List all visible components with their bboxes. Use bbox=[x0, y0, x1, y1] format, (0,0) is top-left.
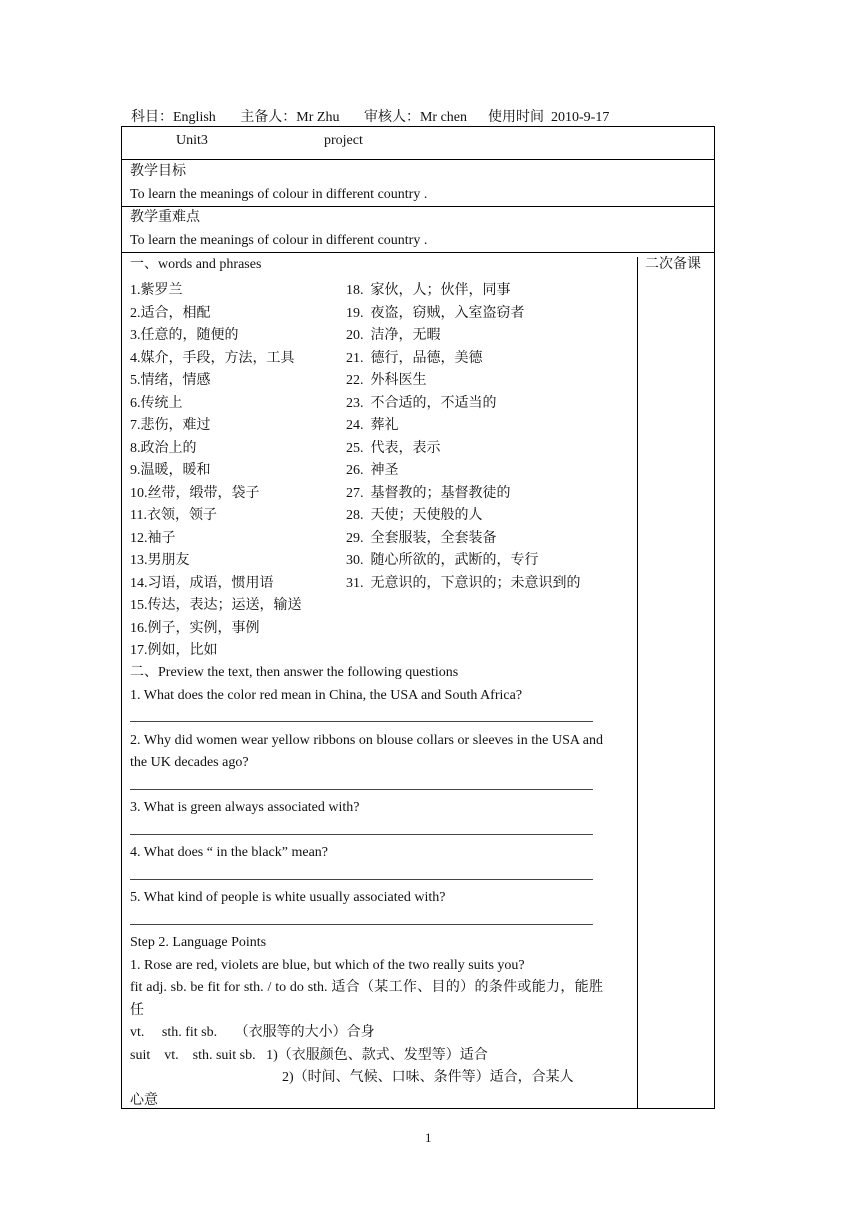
question-5: 5. What kind of people is white usually associated with? bbox=[130, 890, 446, 905]
vocab-item: 26. 神圣 bbox=[346, 463, 399, 478]
vocab-item: 16.例子，实例，事例 bbox=[130, 620, 260, 636]
key-points-text: To learn the meanings of colour in different country . bbox=[130, 233, 428, 248]
answer-line bbox=[130, 775, 603, 798]
objectives-text: To learn the meanings of colour in different country . bbox=[130, 187, 428, 202]
row-divider bbox=[122, 252, 714, 253]
question-3: 3. What is green always associated with? bbox=[130, 800, 360, 815]
vocab-item: 2.适合，相配 bbox=[130, 305, 211, 321]
date-label: 使用时间 2010-9-17 bbox=[488, 110, 610, 125]
page-number: 1 bbox=[425, 1130, 432, 1145]
vocab-item: 6.传统上 bbox=[130, 395, 183, 411]
language-points-heading: Step 2. Language Points bbox=[130, 935, 267, 950]
unit-label: Unit3 bbox=[176, 133, 208, 148]
vocab-item: 1.紫罗兰 bbox=[130, 283, 183, 298]
row-divider bbox=[122, 159, 714, 160]
vocab-item: 31. 无意识的，下意识的；未意识到的 bbox=[346, 575, 581, 591]
vocab-item: 7.悲伤，难过 bbox=[130, 418, 211, 433]
vocab-list-left bbox=[130, 280, 302, 663]
vocab-item: 20. 洁净，无暇 bbox=[346, 328, 441, 343]
answer-line bbox=[130, 865, 603, 888]
vocab-item: 10.丝带，缎带，袋子 bbox=[130, 485, 260, 501]
vocab-item: 13.男朋友 bbox=[130, 553, 190, 568]
vocab-item: 8.政治上的 bbox=[130, 440, 197, 456]
vocab-item: 23. 不合适的，不适当的 bbox=[346, 395, 497, 411]
reviewer-label: 审核人：Mr chen bbox=[363, 110, 467, 125]
objectives-heading: 教学目标 bbox=[130, 164, 186, 179]
language-point-suit-2-cont: 心意 bbox=[130, 1092, 158, 1108]
row-divider bbox=[122, 206, 714, 207]
lesson-plan-table bbox=[121, 126, 715, 1109]
key-points-heading: 教学重难点 bbox=[130, 210, 200, 225]
vocab-item: 19. 夜盗，窃贼，入室盗窃者 bbox=[346, 305, 525, 321]
language-point-suit: suit vt. sth. suit sb. 1)（衣服颜色、款式、发型等）适合 bbox=[130, 1047, 488, 1063]
vocab-item: 9.温暖，暖和 bbox=[130, 463, 211, 478]
vocab-item: 22. 外科医生 bbox=[346, 373, 427, 388]
words-heading: 一、words and phrases bbox=[130, 257, 262, 272]
vocab-item: 21. 德行，品德，美德 bbox=[346, 350, 483, 366]
question-4: 4. What does “ in the black” mean? bbox=[130, 845, 328, 860]
vocab-item: 24. 葬礼 bbox=[346, 418, 399, 433]
question-1: 1. What does the color red mean in China, the USA and South Africa? bbox=[130, 687, 523, 703]
vocab-item: 18. 家伙，人；伙伴，同事 bbox=[346, 283, 511, 298]
vocab-item: 30. 随心所欲的，武断的，专行 bbox=[346, 553, 539, 568]
language-point-sentence: 1. Rose are red, violets are blue, but which of the two really suits you? bbox=[130, 957, 525, 973]
vocab-item: 27. 基督教的；基督教徒的 bbox=[346, 485, 511, 501]
answer-line bbox=[130, 910, 603, 933]
preview-heading: 二、Preview the text, then answer the following questions bbox=[130, 665, 459, 680]
vocab-item: 3.任意的，随便的 bbox=[130, 328, 239, 343]
preview-section bbox=[130, 662, 603, 1112]
column-divider bbox=[637, 257, 638, 1108]
vocab-item: 15.传达，表达；运送，输送 bbox=[130, 598, 302, 613]
document-header bbox=[131, 106, 609, 126]
side-column-heading: 二次备课 bbox=[645, 257, 701, 272]
topic-label: project bbox=[324, 133, 363, 148]
vocab-item: 11.衣领，领子 bbox=[130, 508, 217, 523]
answer-line bbox=[130, 707, 603, 730]
vocab-item: 25. 代表，表示 bbox=[346, 440, 441, 456]
vocab-item: 4.媒介，手段，方法，工具 bbox=[130, 350, 295, 366]
answer-line bbox=[130, 820, 603, 843]
vocab-item: 29. 全套服装，全套装备 bbox=[346, 530, 497, 546]
vocab-list-right bbox=[346, 280, 581, 595]
question-2: 2. Why did women wear yellow ribbons on blouse collars or sleeves in the USA and the UK decades ago? bbox=[130, 732, 603, 770]
language-point-fit-vt: vt. sth. fit sb. （衣服等的大小）合身 bbox=[130, 1025, 375, 1040]
vocab-item: 17.例如，比如 bbox=[130, 643, 218, 658]
preparer-label: 主备人：Mr Zhu bbox=[240, 110, 340, 125]
vocab-item: 28. 天使；天使般的人 bbox=[346, 508, 483, 523]
subject-label: 科目：English bbox=[131, 110, 216, 125]
language-point-suit-2: 2)（时间、气候、口味、条件等）适合，合某人 bbox=[282, 1070, 574, 1085]
language-point-fit-adj: fit adj. sb. be fit for sth. / to do sth. 适合（某工作、目的）的条件或能力，能胜任 bbox=[130, 980, 603, 1018]
vocab-item: 14.习语，成语，惯用语 bbox=[130, 575, 274, 591]
vocab-item: 5.情绪，情感 bbox=[130, 373, 211, 388]
vocab-item: 12.袖子 bbox=[130, 530, 176, 546]
